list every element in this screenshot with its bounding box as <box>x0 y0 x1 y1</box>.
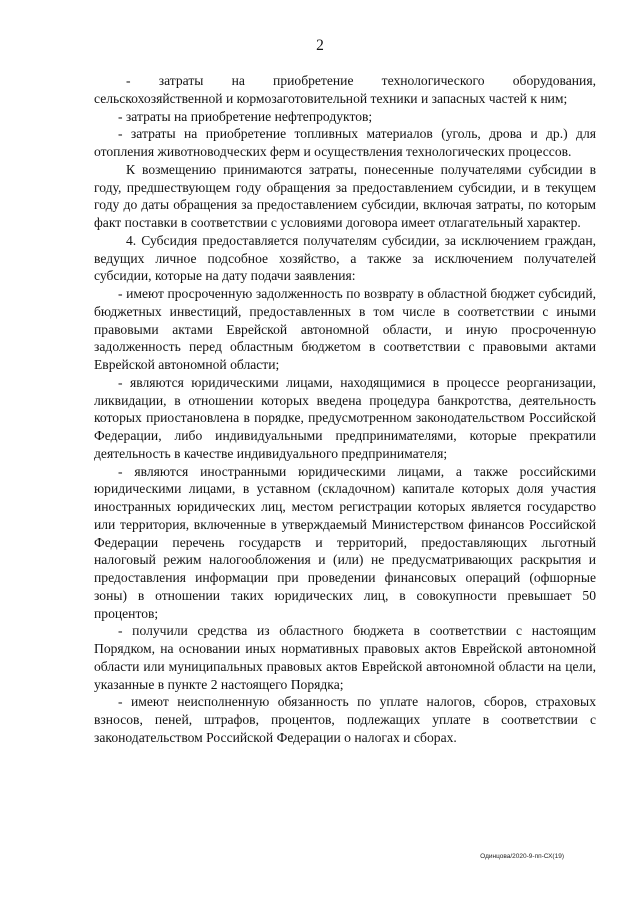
paragraph-foreign-entities: - являются иностранными юридическими лицами, а также российскими юридическими лицами, в уставном (складочном) капитале которых доля участия иностранных юридических лиц, местом регистрации которых является государство или территория, включенные в утверждаемый Министерством финансов Российской Федерации перечень государств и территорий, предоставляющих льготный налоговый режим налогообложения и (или) не предусматривающих раскрытия и предоставления информации при проведении финансовых операций (офшорные зоны) в отношении таких юридических лиц, в совокупности превышает 50 процентов; <box>94 463 596 621</box>
paragraph-equipment-costs: - затраты на приобретение технологического оборудования, сельскохозяйственной и кормозаготовительной техники и запасных частей к ним; <box>94 73 596 106</box>
paragraph-tax-obligations: - имеют неисполненную обязанность по уплате налогов, сборов, страховых взносов, пеней, штрафов, процентов, подлежащих уплате в соответствии с законодательством Российской Федерации о налогах и сборах. <box>94 694 596 745</box>
page-number: 2 <box>316 37 324 54</box>
paragraph-fuel-products-costs: - затраты на приобретение нефтепродуктов; <box>118 108 373 124</box>
paragraph-item-4: 4. Субсидия предоставляется получателям субсидии, за исключением граждан, ведущих личное подсобное хозяйство, а также за исключением получателей субсидии, которые на дату подачи заявления: <box>94 232 596 284</box>
paragraph-heating-materials-costs: - затраты на приобретение топливных материалов (уголь, дрова и др.) для отопления животноводческих ферм и осуществления технологических процессов. <box>94 126 596 159</box>
document-code: Одинцова/2020-9-пп-СХ(19) <box>480 853 564 860</box>
paragraph-reimbursement-terms: К возмещению принимаются затраты, понесенные получателями субсидии в году, предшествующем году обращения за предоставлением субсидии, и в текущем году до даты обращения за предоставлением субсидии, включая затраты, по которым факт поставки в соответствии с условиями договора имеет отлагательный характер. <box>94 161 596 230</box>
paragraph-overdue-debt: - имеют просроченную задолженность по возврату в областной бюджет субсидий, бюджетных инвестиций, предоставленных в том числе в соответствии с иными правовыми актами Еврейской автономной области, и иную просроченную задолженность перед областным бюджетом в соответствии с правовыми актами Еврейской автономной области; <box>94 286 596 372</box>
paragraph-reorganization: - являются юридическими лицами, находящимися в процессе реорганизации, ликвидации, в отношении которых введена процедура банкротства, деятельность которых приостановлена в порядке, предусмотренном законодательством Российской Федерации, либо индивидуальными предпринимателями, которые прекратили деятельность в качестве индивидуального предпринимателя; <box>94 374 596 461</box>
document-body <box>94 72 596 747</box>
paragraph-other-funds: - получили средства из областного бюджета в соответствии с настоящим Порядком, на основании иных нормативных правовых актов Еврейской автономной области или муниципальных правовых актов Еврейской автономной области на цели, указанные в пункте 2 настоящего Порядка; <box>94 623 596 692</box>
